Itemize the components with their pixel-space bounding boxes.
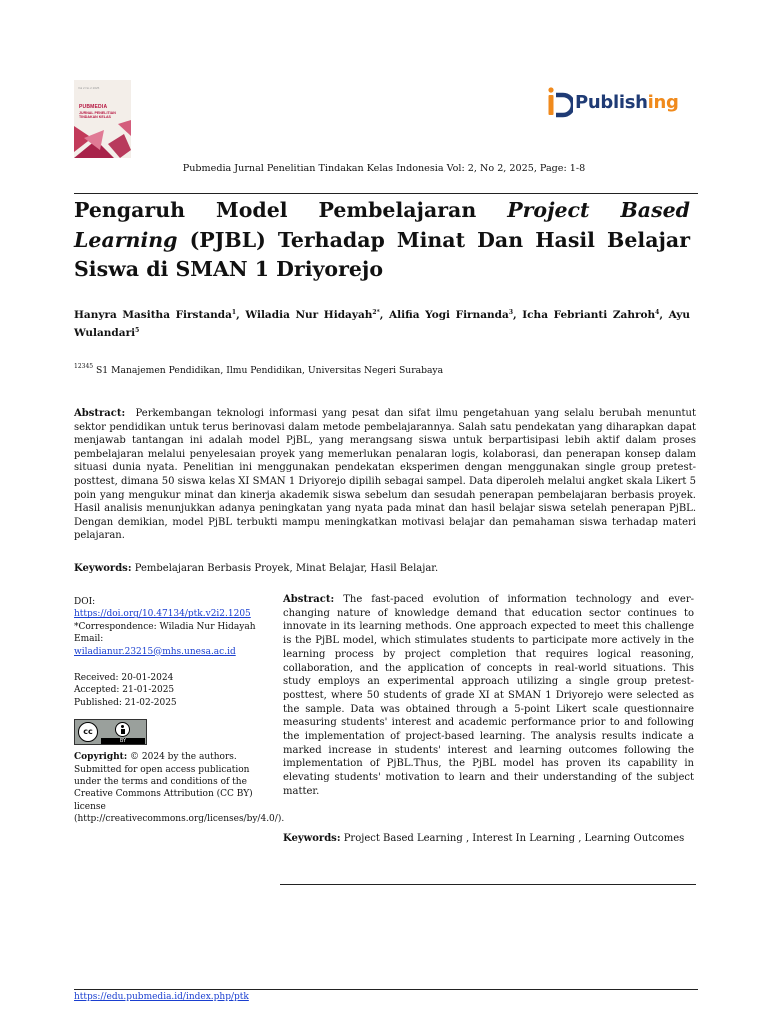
abstract-english: [283, 593, 694, 799]
journal-citation-line: Pubmedia Jurnal Penelitian Tindakan Kelas Indonesia Vol: 2, No 2, 2025, Page: 1-8: [182, 163, 586, 174]
paper-title: Pengaruh Model Pembelajaran Project Based Learning (PJBL) Terhadap Minat Dan Hasil Belajar Siswa di SMAN 1 Driyorejo: [74, 198, 690, 281]
publisher-logo-text: Publishing: [575, 92, 679, 113]
doi-link[interactable]: https://doi.org/10.47134/ptk.v2i2.1205: [74, 609, 251, 620]
publisher-logo: [545, 86, 685, 120]
author-list: Hanyra Masitha Firstanda$^1$, Wiladia Nur Hidayah$^{2*}$, Alifia Yogi Firnanda$^3$, Icha Febrianti Zahroh$^4$, Ayu Wulandari$^5$: [74, 309, 691, 339]
header-divider: [74, 193, 698, 194]
received-date: Received: 20-01-2024: [74, 673, 174, 684]
keywords-english: Keywords: Project Based Learning , Interest In Learning , Learning Outcomes: [283, 833, 685, 844]
publisher-logo-icon: [545, 86, 573, 120]
cover-journal-subtitle: JURNAL PENELITIAN TINDAKAN KELAS: [79, 111, 116, 120]
author-name: Icha Febrianti Zahroh: [522, 309, 656, 321]
abstract-text: The fast-paced evolution of information technology and ever-changing nature of knowledge demand that education sector continues to innovate in its learning methods. One approach expected to meet this challenge is the PjBL model, which stimulates students to participate more actively in the learning process by project completion that requires logical reasoning, collaboration, and the application of concepts in real-world situations. This study employs an experimental approach utilizing a single group pretest-posttest, where 50 students of grade XI at SMAN 1 Driyorejo were selected as the sample. Data was obtained through a 5-point Likert scale questionnaire measuring students' interest and academic performance prior to and following the implementation of project-based learning. The analysis results indicate a marked increase in students' interest and learning outcomes following the implementation of PjBL.Thus, the PjBL model has proven its capability in elevating students' motivation to learn and their understanding of the subject matter.: [283, 594, 694, 797]
abstract-label: Abstract:: [74, 408, 126, 419]
email-label: Email:: [74, 634, 104, 645]
email-link[interactable]: wiladianur.23215@mhs.unesa.ac.id: [74, 646, 236, 657]
copyright-notice: Copyright: © 2024 by the authors. Submitted for open access publication under the terms and conditions of the Creative Commons Attribution (CC BY) license (http://creativecommons.org/licenses/by/4.0/).: [74, 752, 285, 825]
abstract-label: Abstract:: [283, 594, 335, 605]
affiliation: $^{12345}$ S1 Manajemen Pendidikan, Ilmu Pendidikan, Universitas Negeri Surabaya: [74, 363, 444, 376]
attribution-person-icon: [115, 722, 130, 737]
accepted-date: Accepted: 21-01-2025: [74, 685, 175, 696]
author-name: Ayu Wulandari: [74, 309, 691, 339]
cover-volume-tag: Vol 2 No 2 2025: [78, 86, 100, 90]
author-name: Alifia Yogi Firnanda: [388, 309, 509, 321]
abstract-text: Perkembangan teknologi informasi yang pesat dan sifat ilmu pengetahuan yang selalu berubah menuntut sektor pendidikan untuk terus berinovasi dalam metode pembelajarannya. Salah satu pendekatan yang diharapkan dapat menjawab tantangan ini adalah model PjBL, yang merangsang siswa untuk berpartisipasi lebih aktif dalam proses pembelajaran melalui penyelesaian proyek yang memerlukan penalaran logis, kolaborasi, dan penerapan konsep dalam situasi dunia nyata. Penelitian ini menggunakan pendekatan eksperimen dengan menggunakan single group pretest-posttest, dimana 50 siswa kelas XI SMAN 1 Driyorejo dipilih sebagai sampel. Data diperoleh melalui angket skala Likert 5 poin yang mengukur minat dan kinerja akademik siswa sebelum dan sesudah penerapan pembelajaran berbasis proyek. Hasil analisis menunjukkan adanya peningkatan yang nyata pada minat dan hasil belajar siswa setelah penerapan PjBL. Dengan demikian, model PjBL terbukti mampu meningkatkan motivasi belajar dan pemahaman siswa terhadap materi pelajaran.: [74, 408, 696, 542]
cc-icon: cc: [78, 722, 98, 742]
author-name: Wiladia Nur Hidayah: [245, 309, 373, 321]
journal-url-link[interactable]: https://edu.pubmedia.id/index.php/ptk: [74, 992, 249, 1002]
abstract-indonesian: [74, 407, 696, 543]
by-label: BY: [101, 738, 145, 744]
published-date: Published: 21-02-2025: [74, 697, 177, 708]
correspondence: *Correspondence: Wiladia Nur Hidayah: [74, 621, 256, 632]
cover-journal-name: PUBMEDIA: [79, 104, 108, 110]
cover-decoration: [74, 80, 131, 158]
abstract-end-divider: [280, 884, 696, 885]
article-metadata-sidebar: [74, 596, 285, 826]
footer-divider: [74, 989, 698, 990]
author-name: Hanyra Masitha Firstanda: [74, 309, 232, 321]
doi-label: DOI:: [74, 597, 96, 607]
journal-cover-image: [74, 80, 131, 158]
cc-by-license-badge: [74, 719, 147, 745]
keywords-indonesian: Keywords: Pembelajaran Berbasis Proyek, Minat Belajar, Hasil Belajar.: [74, 563, 439, 574]
